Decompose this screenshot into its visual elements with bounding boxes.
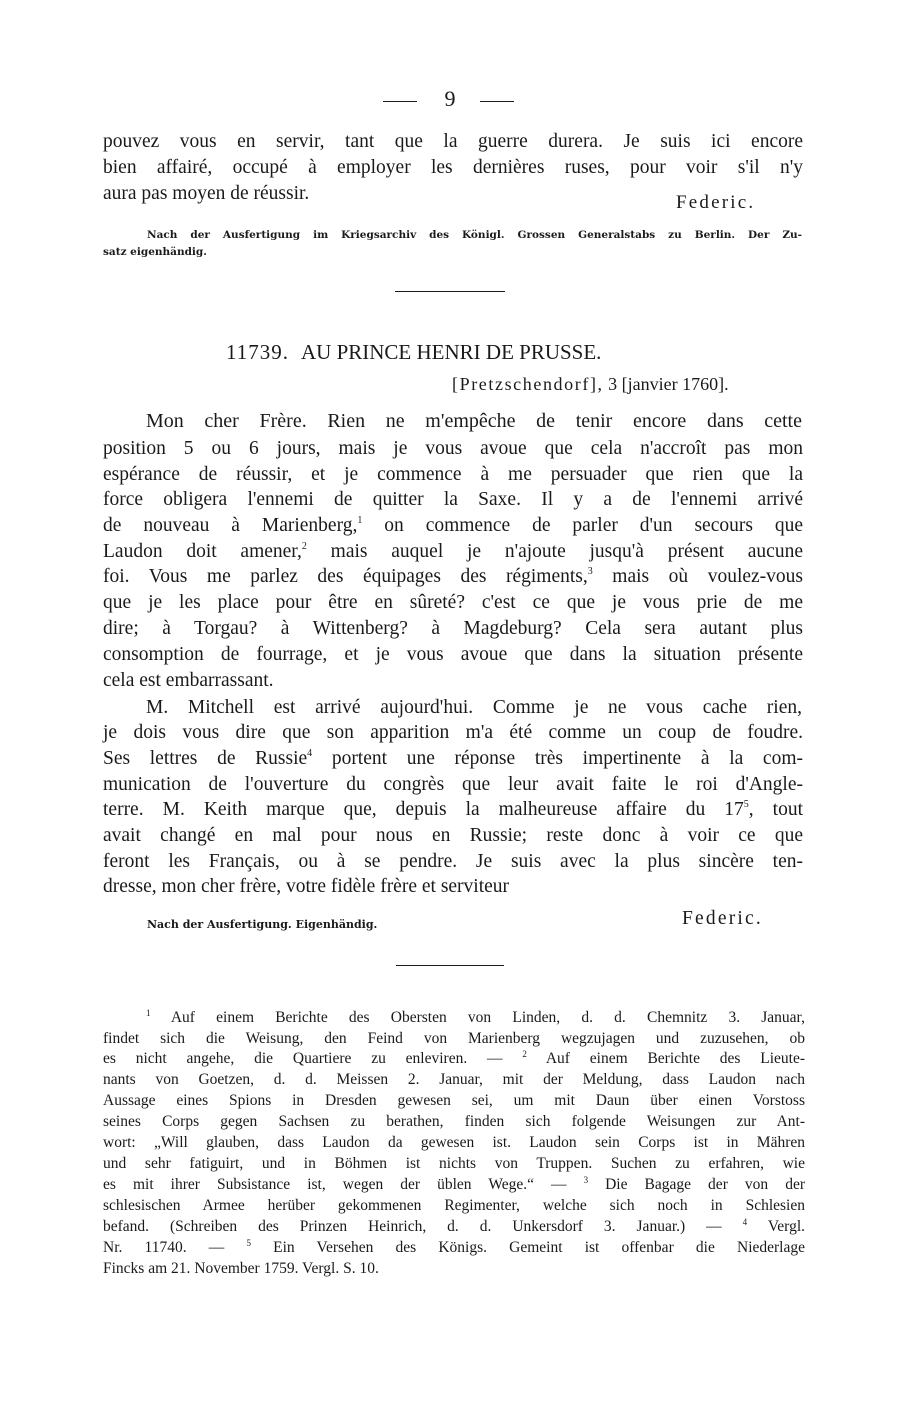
- footnote-line: befand. (Schreiben des Prinzen Heinrich, d. d. Unkersdorf 3. Januar.) — $^4$ Vergl.: [103, 1217, 805, 1235]
- footnote-marker: 4: [742, 1217, 748, 1227]
- footnote-line: seines Corps gegen Sachsen zu berathen, finden sich folgende Weisungen zur Ant-: [103, 1113, 805, 1130]
- letter-title: AU PRINCE HENRI DE PRUSSE.: [300, 340, 602, 364]
- footnote-line: nants von Goetzen, d. d. Meissen 2. Januar, mit der Meldung, dass Laudon nach: [103, 1071, 805, 1088]
- footnote-ref: 4: [307, 748, 313, 759]
- footnote-marker: 5: [246, 1238, 251, 1248]
- carryover-signature: Federic.: [676, 192, 756, 213]
- footnote-line: schlesischen Armee herüber gekommenen Regimenter, welche sich noch in Schlesien: [103, 1197, 805, 1214]
- letter-line: dire; à Torgau? à Wittenberg? à Magdeburg? Cela sera autant plus: [103, 618, 803, 639]
- carryover-line: pouvez vous en servir, tant que la guerre durera. Je suis ici encore: [103, 131, 803, 152]
- footnote-line: Aussage eines Spions in Dresden gewesen sei, um mit Daun über einen Vorstoss: [103, 1092, 805, 1109]
- footnote-line: Fincks am 21. November 1759. Vergl. S. 10.: [103, 1260, 379, 1277]
- footnote-marker: 1: [146, 1008, 151, 1018]
- letter-line: feront les Français, ou à se pendre. Je suis avec la plus sincère ten-: [103, 851, 803, 872]
- footnote-line: es nicht angehe, die Quartiere zu enleviren. — $^2$ Auf einem Berichte des Lieute-: [103, 1049, 805, 1067]
- footnote-divider: [396, 965, 504, 966]
- source-note: satz eigenhändig.: [103, 246, 207, 258]
- letter-line: Mon cher Frère. Rien ne m'empêche de tenir encore dans cette: [146, 410, 802, 432]
- footnote-ref: 1: [357, 515, 363, 526]
- letter-line: espérance de réussir, et je commence à me persuader que rien que la: [103, 464, 803, 485]
- letter-line: Laudon doit amener,$^2$ mais auquel je n'ajoute jusqu'à présent aucune: [103, 541, 803, 562]
- source-note: Nach der Ausfertigung im Kriegsarchiv des Königl. Grossen Generalstabs zu Berlin. Der Zu-: [147, 229, 802, 241]
- section-divider: [395, 291, 505, 292]
- header-rule-right: [480, 101, 514, 102]
- letter-line: Ses lettres de Russie$^4$ portent une réponse très impertinente à la com-: [103, 748, 803, 769]
- letter-line: foi. Vous me parlez des équipages des régiments,$^3$ mais où voulez-vous: [103, 566, 804, 587]
- letter-heading: [226, 340, 601, 365]
- letter-line: munication de l'ouverture du congrès que leur avait faite le roi d'Angle-: [103, 774, 803, 795]
- letter-line: avait changé en mal pour nous en Russie; reste donc à voir ce que: [103, 825, 803, 846]
- date-rest: 3 [janvier 1760].: [608, 374, 729, 394]
- footnote-line: findet sich die Weisung, den Feind von Marienberg wegzujagen und zuzusehen, ob: [103, 1030, 805, 1047]
- source-note: Nach der Ausfertigung. Eigenhändig.: [147, 918, 378, 931]
- page-number: 9: [444, 86, 456, 111]
- footnote-marker: 2: [522, 1049, 527, 1059]
- footnote-ref: 2: [301, 541, 307, 552]
- letter-line: je dois vous dire que son apparition m'a été comme un coup de foudre.: [103, 722, 803, 743]
- letter-line: de nouveau à Marienberg,$^1$ on commence de parler d'un secours que: [103, 515, 804, 536]
- footnote-line: wort: „Will glauben, dass Laudon da gewesen ist. Laudon sein Corps ist in Mähren: [103, 1134, 805, 1151]
- carryover-line: aura pas moyen de réussir.: [103, 183, 310, 204]
- letter-signature: Federic.: [682, 908, 763, 929]
- date-place: [Pretzschendorf],: [452, 374, 604, 394]
- letter-line: force obligera l'ennemi de quitter la Saxe. Il y a de l'ennemi arrivé: [103, 489, 803, 510]
- footnote-line: $^1$ Auf einem Berichte des Obersten von Linden, d. d. Chemnitz 3. Januar,: [146, 1008, 805, 1026]
- footnote-marker: 3: [583, 1175, 589, 1185]
- letter-line: que je les place pour être en sûreté? c'est ce que je vous prie de me: [103, 592, 803, 613]
- letter-date: [452, 374, 729, 395]
- footnote-ref: 3: [587, 566, 593, 577]
- letter-line: M. Mitchell est arrivé aujourd'hui. Comme je ne vous cache rien,: [146, 697, 802, 718]
- letter-line: dresse, mon cher frère, votre fidèle frère et serviteur: [103, 876, 510, 897]
- footnote-line: es mit ihrer Subsistance ist, wegen der üblen Wege.“ — $^3$ Die Bagage der von der: [103, 1175, 805, 1193]
- footnote-line: Nr. 11740. — $^5$ Ein Versehen des Königs. Gemeint ist offenbar die Niederlage: [103, 1238, 805, 1256]
- letter-number: 11739.: [226, 340, 289, 364]
- carryover-line: bien affairé, occupé à employer les dernières ruses, pour voir s'il n'y: [103, 157, 803, 178]
- header-rule-left: [383, 101, 417, 102]
- footnote-ref: 5: [743, 799, 749, 810]
- letter-line: cela est embarrassant.: [103, 670, 274, 691]
- letter-line: consomption de fourrage, et je vous avoue que dans la situation présente: [103, 644, 803, 665]
- footnote-line: und sehr fatiguirt, und in Böhmen ist nichts von Truppen. Suchen zu erfahren, wie: [103, 1155, 805, 1172]
- letter-line: position 5 ou 6 jours, mais je vous avoue que cela n'accroît pas mon: [103, 438, 803, 459]
- letter-line: terre. M. Keith marque que, depuis la malheureuse affaire du $17^5$, tout: [103, 799, 803, 820]
